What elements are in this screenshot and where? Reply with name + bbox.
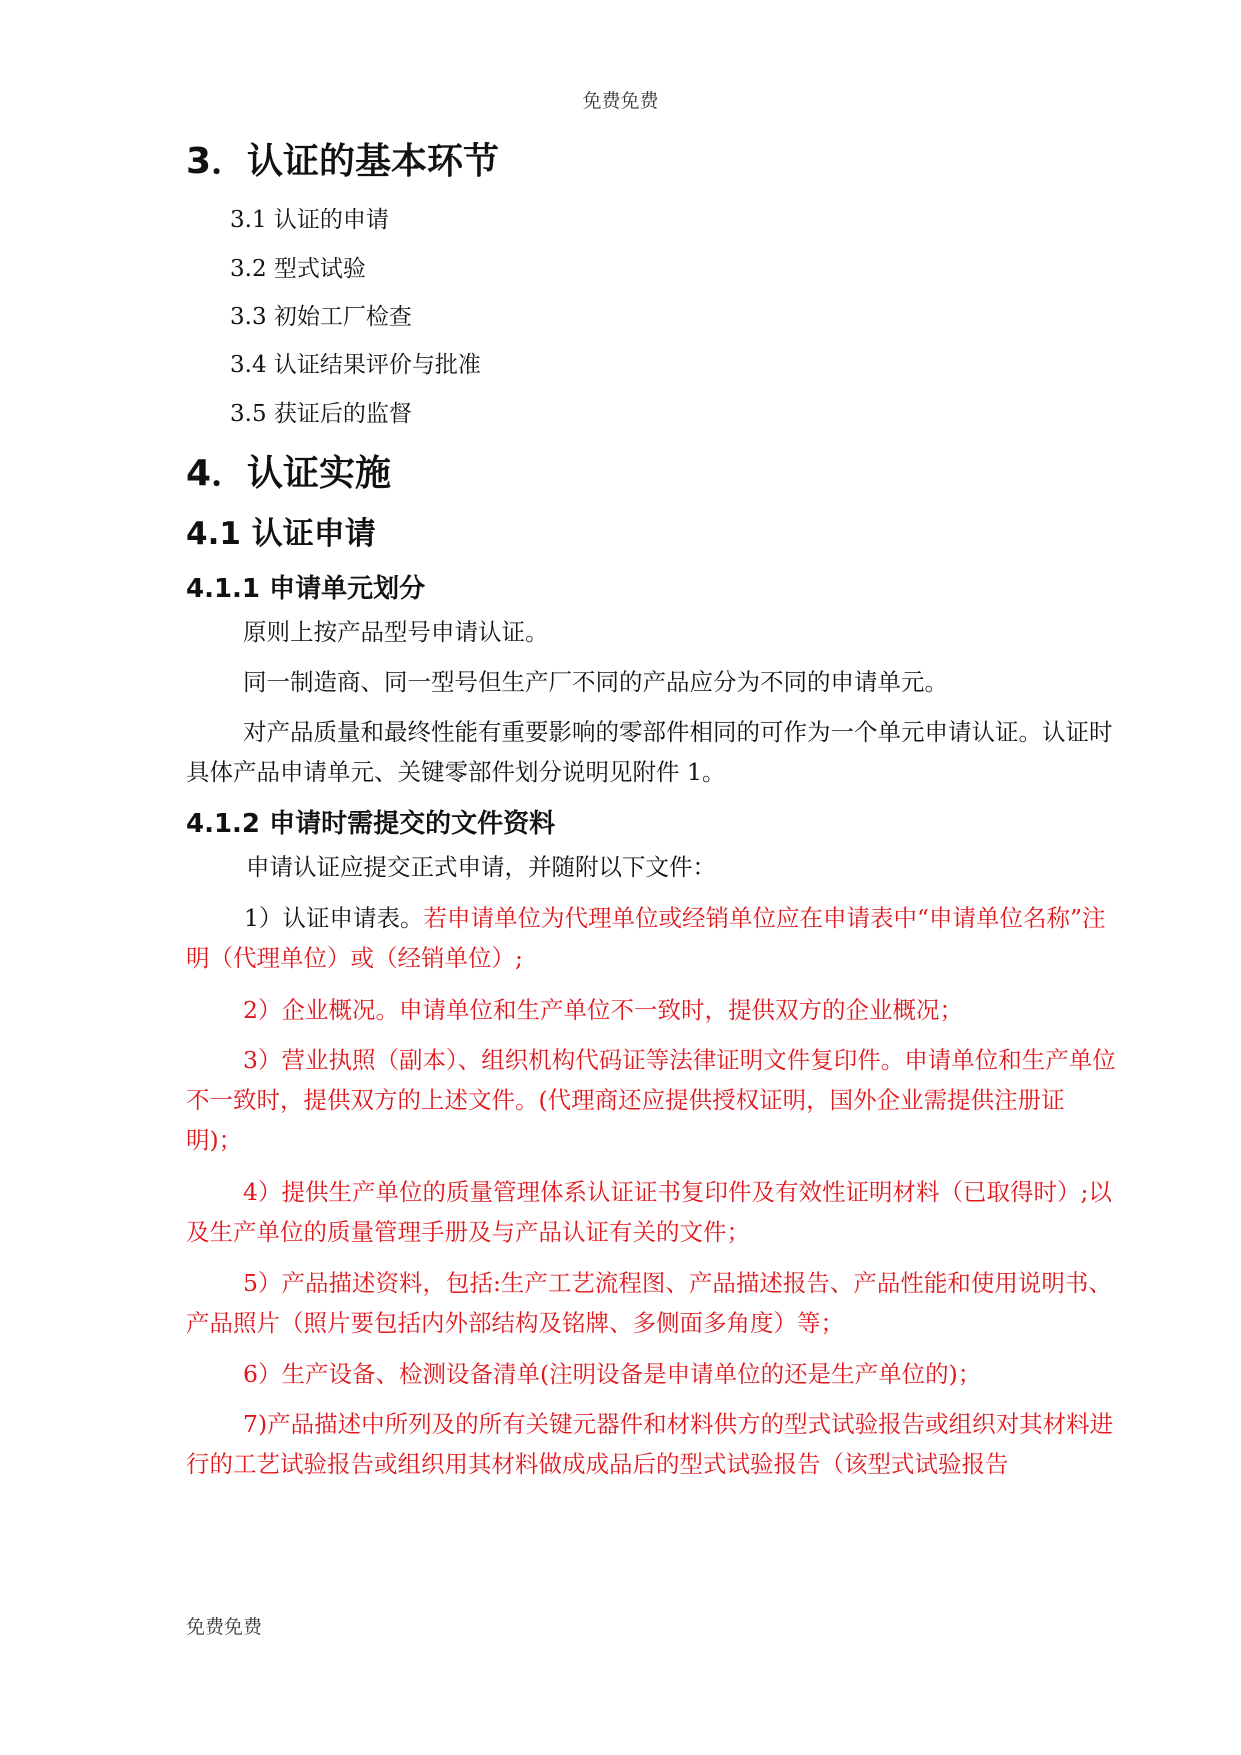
page-footer: 免费免费 [186,1616,263,1638]
section-4-1-title: 4.1 认证申请 [186,516,376,552]
paragraph-submit-intro: 申请认证应提交正式申请，并随附以下文件： [246,853,716,881]
toc-item-3-2: 3.2 型式试验 [230,256,366,282]
toc-item-3-3: 3.3 初始工厂检查 [230,304,412,330]
paragraph-unit-manufacturer: 同一制造商、同一型号但生产厂不同的产品应分为不同的申请单元。 [243,668,948,696]
section-4-1-2-title: 4.1.2 申请时需提交的文件资料 [186,809,556,839]
list-item-1-label: 1）认证申请表。 [244,904,424,932]
list-item-5: 5）产品描述资料，包括:生产工艺流程图、产品描述报告、产品性能和使用说明书、产品照片（照片要包括内外部结构及铭牌、多侧面多角度）等； [186,1269,1112,1337]
section-4-title: 4．认证实施 [186,453,392,494]
toc-item-3-5: 3.5 获证后的监督 [230,401,412,427]
toc-item-3-4: 3.4 认证结果评价与批准 [230,352,481,378]
page-header: 免费免费 [582,90,659,112]
paragraph-unit-components: 对产品质量和最终性能有重要影响的零部件相同的可作为一个单元申请认证。认证时具体产品申请单元、关键零部件划分说明见附件 1。 [186,718,1113,786]
section-3-title: 3．认证的基本环节 [186,141,500,182]
list-item-6: 6）生产设备、检测设备清单(注明设备是申请单位的还是生产单位的)； [243,1360,982,1388]
section-4-1-1-title: 4.1.1 申请单元划分 [186,574,426,604]
list-item-4: 4）提供生产单位的质量管理体系认证证书复印件及有效性证明材料（已取得时）;以及生产单位的质量管理手册及与产品认证有关的文件； [186,1178,1112,1246]
list-item-2: 2）企业概况。申请单位和生产单位不一致时，提供双方的企业概况； [243,996,963,1024]
paragraph-unit-principle: 原则上按产品型号申请认证。 [243,618,549,646]
list-item-7: 7)产品描述中所列及的所有关键元器件和材料供方的型式试验报告或组织对其材料进行的工艺试验报告或组织用其材料做成成品后的型式试验报告（该型式试验报告 [186,1410,1114,1478]
list-item-1 [186,898,1116,978]
toc-item-3-1: 3.1 认证的申请 [230,207,389,233]
list-item-1-note: 若申请单位为代理单位或经销单位应在申请表中“申请单位名称”注明（代理单位）或（经销单位）; [186,904,1106,972]
list-item-3: 3）营业执照（副本）、组织机构代码证等法律证明文件复印件。申请单位和生产单位不一致时，提供双方的上述文件。(代理商还应提供授权证明，国外企业需提供注册证明)； [186,1046,1116,1154]
